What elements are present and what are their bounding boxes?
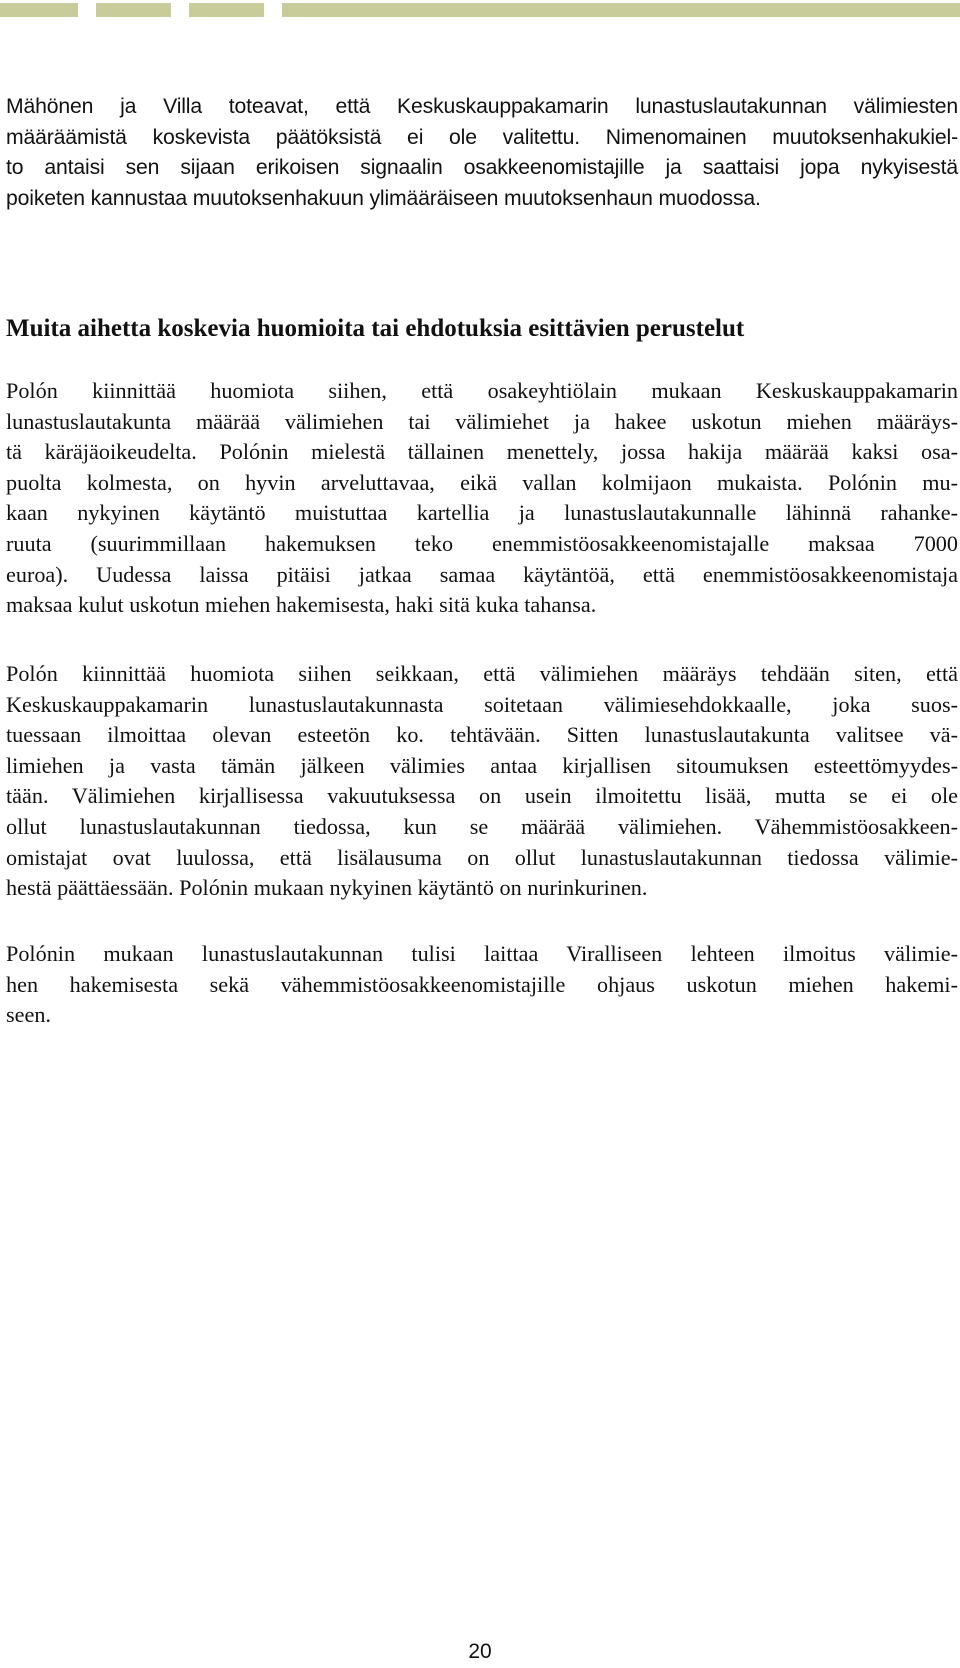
paragraph-line: Polónin mukaan lunastuslautakunnan tulisi laittaa Viralliseen lehteen ilmoitus välimie- bbox=[6, 941, 958, 966]
paragraph-line: ruuta (suurimmillaan hakemuksen teko enemmistöosakkeenomistajalle maksaa 7000 bbox=[6, 530, 958, 556]
header-decoration bbox=[0, 3, 960, 17]
paragraph-line: tä käräjäoikeudelta. Polónin mielestä tällainen menettely, jossa hakija määrää kaksi osa- bbox=[6, 439, 958, 465]
header-bar-3 bbox=[189, 3, 264, 17]
paragraph-line: puolta kolmesta, on hyvin arveluttavaa, eikä vallan kolmijaon mukaista. Polónin mu- bbox=[6, 469, 958, 495]
header-bar-1 bbox=[0, 3, 78, 17]
paragraph-line: Mähönen ja Villa toteavat, että Keskuskauppakamarin lunastuslautakunnan välimiesten bbox=[6, 95, 958, 118]
paragraph-line: maksaa kulut uskotun miehen hakemisesta, haki sitä kuka tahansa. bbox=[6, 592, 597, 618]
paragraph-3 bbox=[6, 659, 958, 904]
paragraph-line: tuessaan ilmoittaa olevan esteetön ko. tehtävään. Sitten lunastuslautakunta valitsee vä- bbox=[6, 722, 958, 748]
paragraph-line: kaan nykyinen käytäntö muistuttaa kartellia ja lunastuslautakunnalle lähinnä rahanke- bbox=[6, 500, 958, 526]
paragraph-line: seen. bbox=[6, 1002, 51, 1028]
paragraph-line: ollut lunastuslautakunnan tiedossa, kun se määrää välimiehen. Vähemmistöosakkeen- bbox=[6, 813, 958, 839]
page-number: 20 bbox=[468, 1640, 492, 1663]
paragraph-line: Polón kiinnittää huomiota siihen, että osakeyhtiölain mukaan Keskuskauppakamarin bbox=[6, 378, 958, 403]
paragraph-line: euroa). Uudessa laissa pitäisi jatkaa samaa käytäntöä, että enemmistöosakkeenomistaja bbox=[6, 561, 958, 587]
paragraph-line: omistajat ovat luulossa, että lisälausuma on ollut lunastuslautakunnan tiedossa välimie- bbox=[6, 844, 958, 870]
paragraph-1 bbox=[6, 92, 958, 214]
paragraph-line: to antaisi sen sijaan erikoisen signaalin osakkeenomistajille ja saattaisi jopa nykyisestä bbox=[6, 156, 958, 180]
paragraph-line: limiehen ja vasta tämän jälkeen välimies antaa kirjallisen sitoumuksen esteettömyydes- bbox=[6, 752, 958, 778]
paragraph-line: Keskuskauppakamarin lunastuslautakunnasta soitetaan välimiesehdokkaalle, joka suos- bbox=[6, 691, 958, 717]
paragraph-line: Polón kiinnittää huomiota siihen seikkaan, että välimiehen määräys tehdään siten, että bbox=[6, 661, 958, 686]
paragraph-line: poiketen kannustaa muutoksenhakuun ylimääräiseen muutoksenhaun muodossa. bbox=[6, 186, 761, 210]
paragraph-line: lunastuslautakunta määrää välimiehen tai välimiehet ja hakee uskotun miehen määräys- bbox=[6, 408, 958, 434]
document-body bbox=[6, 92, 958, 1028]
header-bar-2 bbox=[96, 3, 171, 17]
paragraph-line: määräämistä koskevista päätöksistä ei ole valitettu. Nimenomainen muutoksenhakukiel- bbox=[6, 125, 958, 149]
paragraph-line: hestä päättäessään. Polónin mukaan nykyinen käytäntö on nurinkurinen. bbox=[6, 875, 648, 901]
paragraph-4 bbox=[6, 939, 958, 1031]
header-bar-4 bbox=[282, 3, 960, 17]
paragraph-2 bbox=[6, 376, 958, 621]
paragraph-line: tään. Välimiehen kirjallisessa vakuutuksessa on usein ilmoitettu lisää, mutta se ei ole bbox=[6, 783, 958, 809]
paragraph-line: hen hakemisesta sekä vähemmistöosakkeenomistajille ohjaus uskotun miehen hakemi- bbox=[6, 971, 958, 997]
section-heading: Muita aihetta koskevia huomioita tai ehdotuksia esittävien perustelut bbox=[6, 315, 745, 342]
